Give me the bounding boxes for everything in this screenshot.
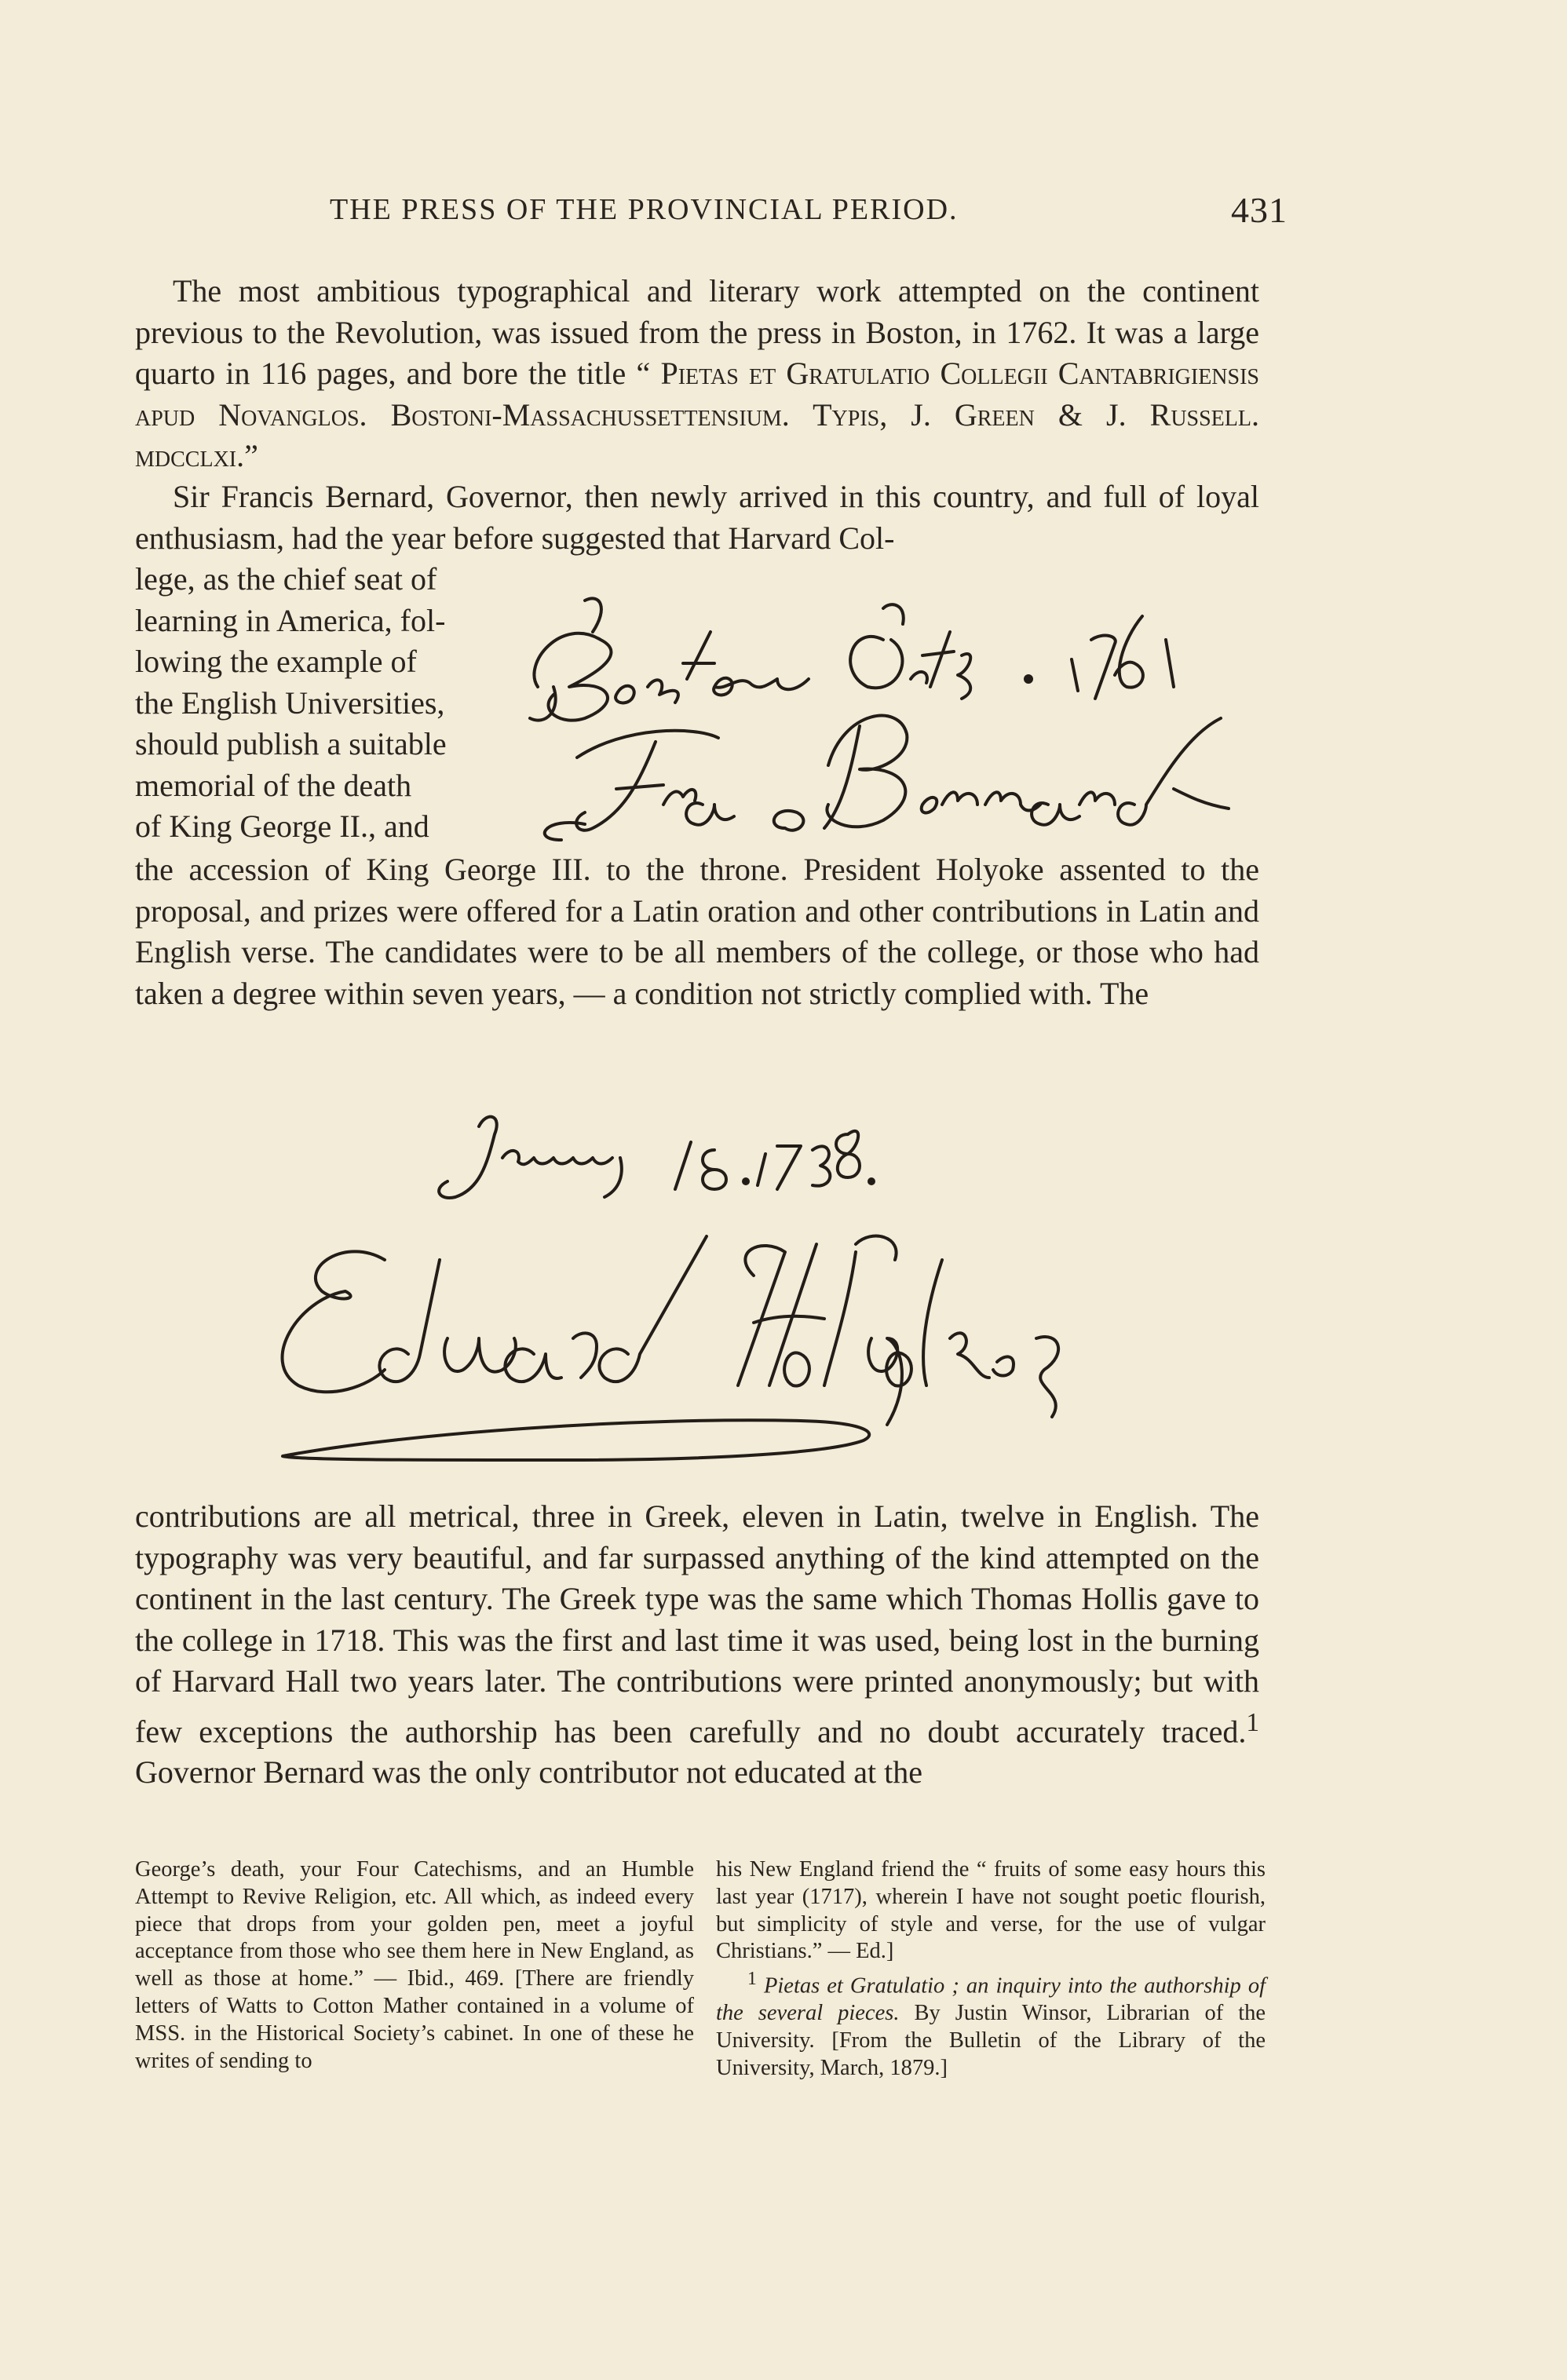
footnote-1-number: 1 [747,1969,757,1990]
footnote-left-text: George’s death, your Four Catechisms, and an Humble Attempt to Revive Religion, etc. All which, as indeed every piece that drops from your golden pen, meet a joyful acceptance from those who see them here in New England, as well as those at home.” — Ibid., 469. [There are friendly letters of Watts to Cotton Mather contained in a volume of MSS. in the Historical Society’s cabinet. In one of these he writes of sending to [135,1857,694,2073]
wrapped-text-block [135,559,504,848]
paragraph-4 [135,1496,1259,1794]
para1-text-a: The most ambitious typographical and literary work attempted on the continent previous to the Revolution, was issued from the press in Boston, in 1762. It was a large quarto in 116 pages, and bore the title “ [135,273,1259,391]
wrap-line: lege, as the chief seat of [135,561,437,597]
footnote-right-column [716,1856,1266,2082]
para4-text-b: Governor Bernard was the only contributor not educated at the [135,1754,923,1790]
book-title: Pietas et Gratulatio Collegii Cantabrigiensis apud Novanglos. Bostoni-Massachussettensium. Typis, J. Green & J. Russell. mdcclxi. [135,356,1259,473]
holyoke-signature [251,1103,1178,1464]
footnote-right-text: his New England friend the “ fruits of some easy hours this last year (1717), wherein I have not sought poetic flourish, but simplicity of style and verse, for the use of vulgar Christians.” — Ed.] [716,1857,1266,1964]
wrap-line: learning in America, fol- [135,602,446,638]
wrap-line: the English Universities, [135,684,445,721]
para1-text-b: ” [244,438,258,473]
paragraph-2 [135,476,1259,559]
wrap-line: should publish a suitable [135,726,447,761]
footnote-left-column [135,1856,694,2075]
footnote-1-rest: By Justin Winsor, Librarian of the University. [From the Bulletin of the Library of the University, March, 1879.] [716,2001,1266,2081]
wrap-line: lowing the example of [135,644,417,679]
para2-text: Sir Francis Bernard, Governor, then newly arrived in this country, and full of loyal enthusiasm, had the year before suggested that Harvard Col- [135,479,1259,556]
footnote-1-title: Pietas et Gratulatio ; an inquiry into the authorship of the several pieces. [716,1973,1266,2026]
wrap-line: of King George II., and [135,809,429,844]
running-title: THE PRESS OF THE PROVINCIAL PERIOD. [330,193,959,226]
footnote-1 [716,1966,1266,2082]
page-number: 431 [1231,190,1288,230]
footnote-marker: 1 [1246,1707,1259,1737]
bernard-signature [514,569,1268,852]
paragraph-3 [135,849,1259,1014]
paragraph-1 [135,271,1259,477]
wrap-line: memorial of the death [135,767,412,803]
running-header [330,190,1288,230]
para4-text-a: contributions are all metrical, three in Greek, eleven in Latin, twelve in English. The typography was very beautiful, and far surpassed anything of the kind attempted on the continent in the last century. The Greek type was the same which Thomas Hollis gave to the college in 1718. This was the first and last time it was used, being lost in the burning of Harvard Hall two years later. The contributions were printed anonymously; but with few exceptions the authorship has been carefully and no doubt accurately traced. [135,1498,1259,1749]
para3-text: the accession of King George III. to the throne. President Holyoke assented to the proposal, and prizes were offered for a Latin oration and other contributions in Latin and English verse. The candidates were to be all members of the college, or those who had taken a degree within seven years, — a condition not strictly complied with. The [135,852,1259,1011]
